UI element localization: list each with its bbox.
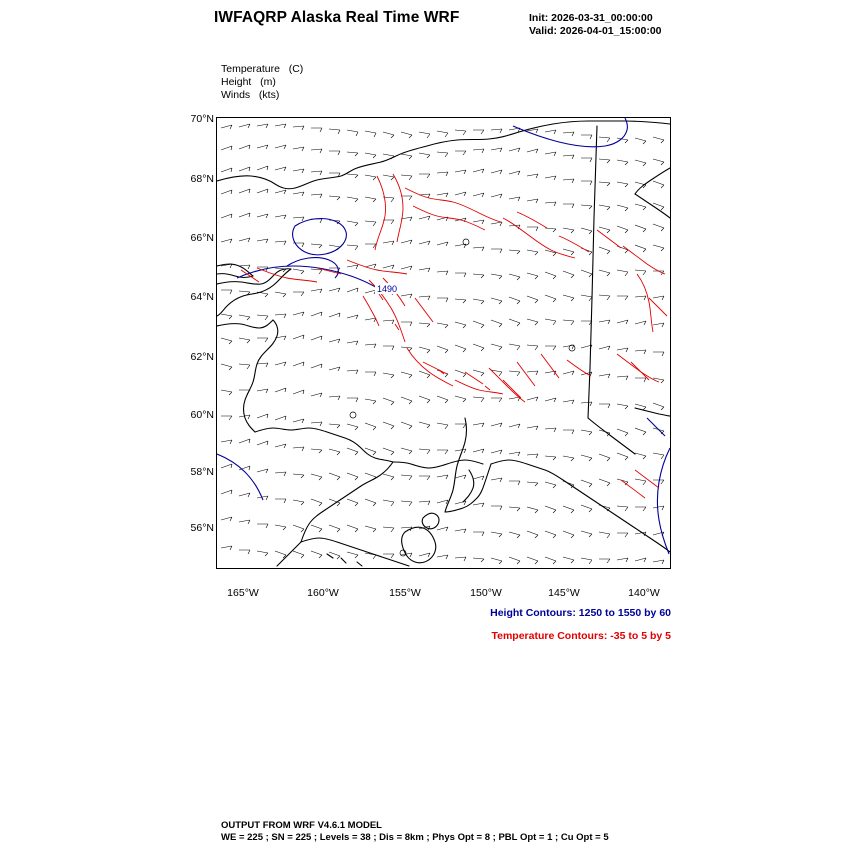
footer-line-1: OUTPUT FROM WRF V4.6.1 MODEL bbox=[221, 820, 382, 831]
y-tick-58N: 58°N bbox=[190, 466, 214, 478]
height-contour-caption: Height Contours: 1250 to 1550 by 60 bbox=[490, 607, 671, 619]
temperature-contour-caption: Temperature Contours: -35 to 5 by 5 bbox=[491, 630, 671, 642]
y-tick-60N: 60°N bbox=[190, 409, 214, 421]
legend-winds: Winds (kts) bbox=[221, 89, 280, 102]
x-tick-140W: 140°W bbox=[628, 587, 660, 599]
variable-legend bbox=[221, 63, 303, 103]
y-tick-66N: 66°N bbox=[190, 232, 214, 244]
y-tick-68N: 68°N bbox=[190, 173, 214, 185]
y-tick-64N: 64°N bbox=[190, 291, 214, 303]
height-contour-label bbox=[375, 283, 399, 294]
y-tick-70N: 70°N bbox=[190, 113, 214, 125]
legend-height: Height (m) bbox=[221, 76, 276, 89]
init-valid-block bbox=[529, 12, 662, 38]
x-tick-160W: 160°W bbox=[307, 587, 339, 599]
temperature-contours bbox=[241, 174, 667, 498]
page-title: IWFAQRP Alaska Real Time WRF bbox=[214, 9, 460, 26]
y-tick-56N: 56°N bbox=[190, 522, 214, 534]
init-time: Init: 2026-03-31_00:00:00 bbox=[529, 12, 653, 24]
x-tick-165W: 165°W bbox=[227, 587, 259, 599]
x-tick-150W: 150°W bbox=[470, 587, 502, 599]
legend-temperature: Temperature (C) bbox=[221, 63, 304, 75]
x-tick-145W: 145°W bbox=[548, 587, 580, 599]
valid-time: Valid: 2026-04-01_15:00:00 bbox=[529, 25, 662, 37]
y-tick-62N: 62°N bbox=[190, 351, 214, 363]
map-plot-area bbox=[216, 117, 671, 569]
svg-text:1490: 1490 bbox=[377, 284, 398, 294]
model-output-footer bbox=[221, 820, 609, 843]
x-tick-155W: 155°W bbox=[389, 587, 421, 599]
footer-line-2: WE = 225 ; SN = 225 ; Levels = 38 ; Dis = 8km ; Phys Opt = 8 ; PBL Opt = 1 ; Cu Opt = 5 bbox=[221, 831, 609, 843]
wind-barb-field bbox=[221, 124, 664, 564]
